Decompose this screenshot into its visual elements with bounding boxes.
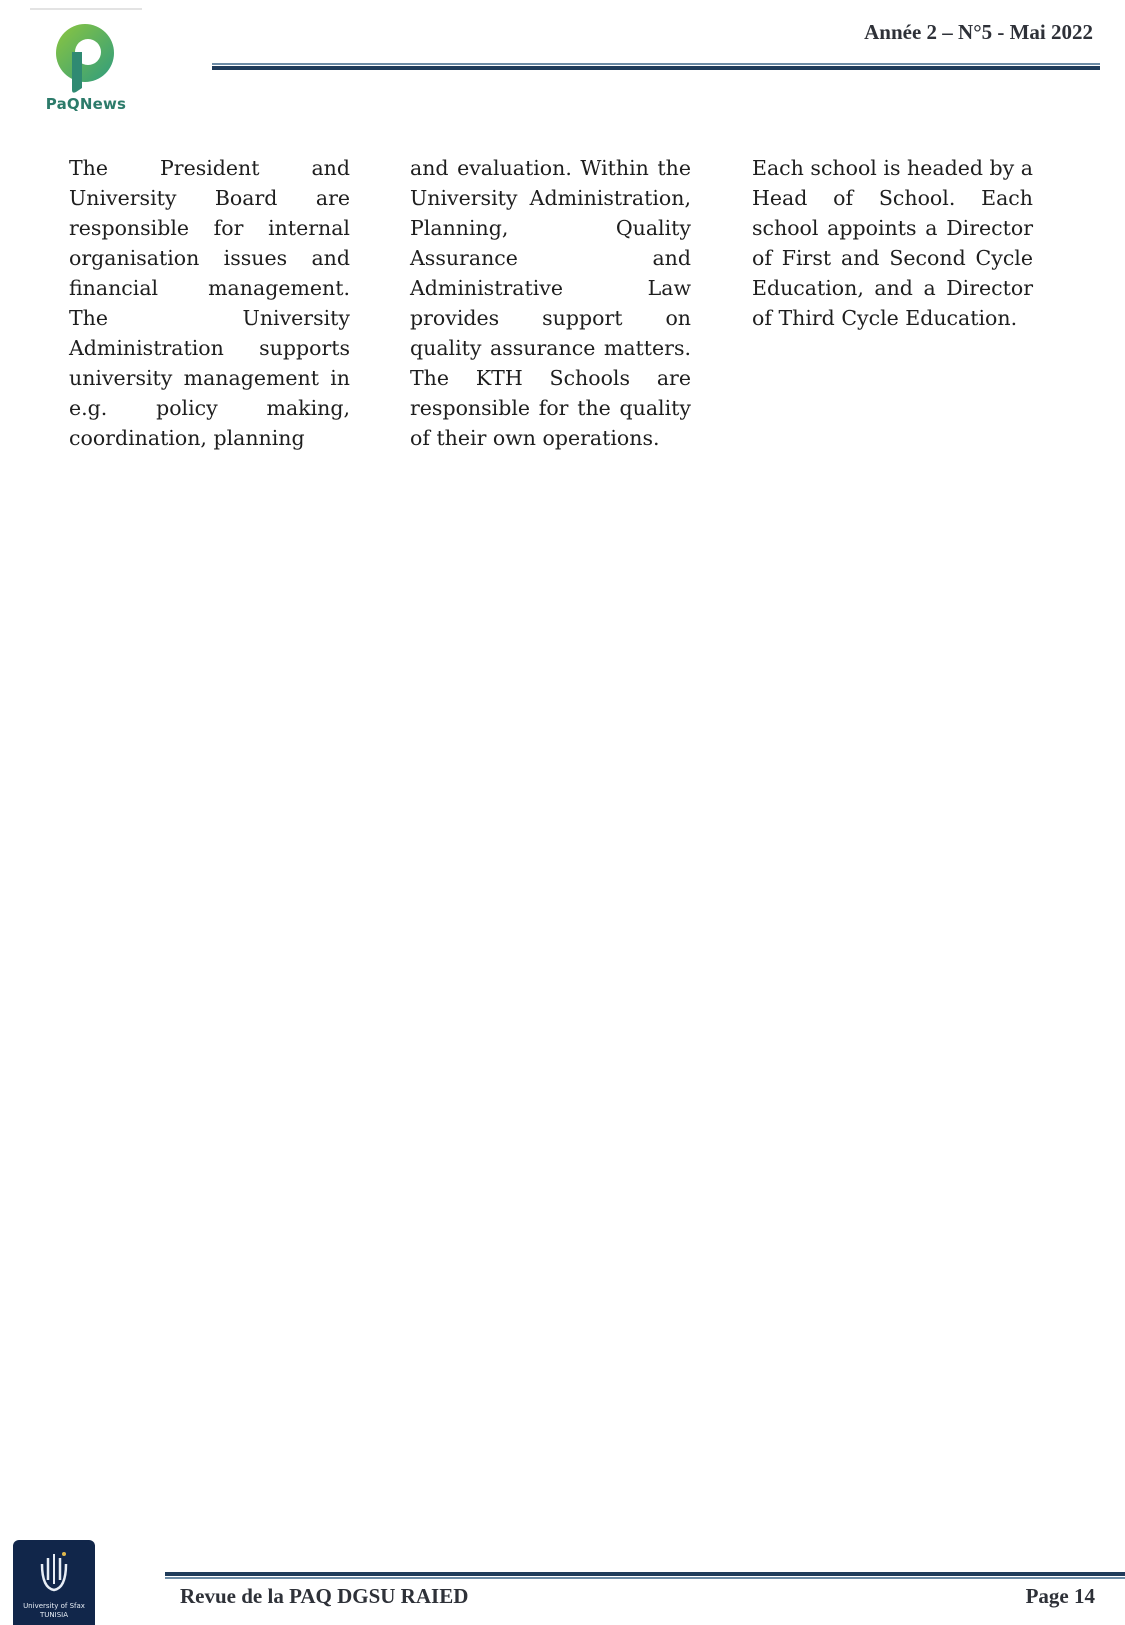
university-emblem-icon [34,1550,74,1596]
text-column-1: The President and University Board are responsible for internal organisation issues and financial management. The University Administration supports university management in e.g. policy making, coordination, planning [69,156,350,450]
university-of-sfax-logo [13,1540,95,1625]
logo-text: PaQNews [45,95,127,113]
issue-info: Année 2 – N°5 - Mai 2022 [864,20,1093,44]
paqnews-logo [30,8,142,118]
footer-divider [165,1572,1125,1579]
logo-caption [13,1602,95,1620]
text-column-2: and evaluation. Within the University Administration, Planning, Quality Assurance and Administrative Law provides support on quality assurance matters. The KTH Schools are responsible for the quality of their own operations. [410,156,691,450]
paqnews-p-icon [52,22,118,96]
page-number: Page 14 [1025,1584,1095,1608]
logo-top-divider [30,8,142,10]
logo-caption-main: University of Sfax [23,1602,85,1610]
logo-caption-sub: TUNISIA [40,1611,68,1619]
footer-title: Revue de la PAQ DGSU RAIED [180,1584,469,1608]
text-column-3: Each school is headed by a Head of School. Each school appoints a Director of First and Second Cycle Education, and a Director of Third Cycle Education. [752,156,1033,330]
header-divider [212,63,1100,70]
